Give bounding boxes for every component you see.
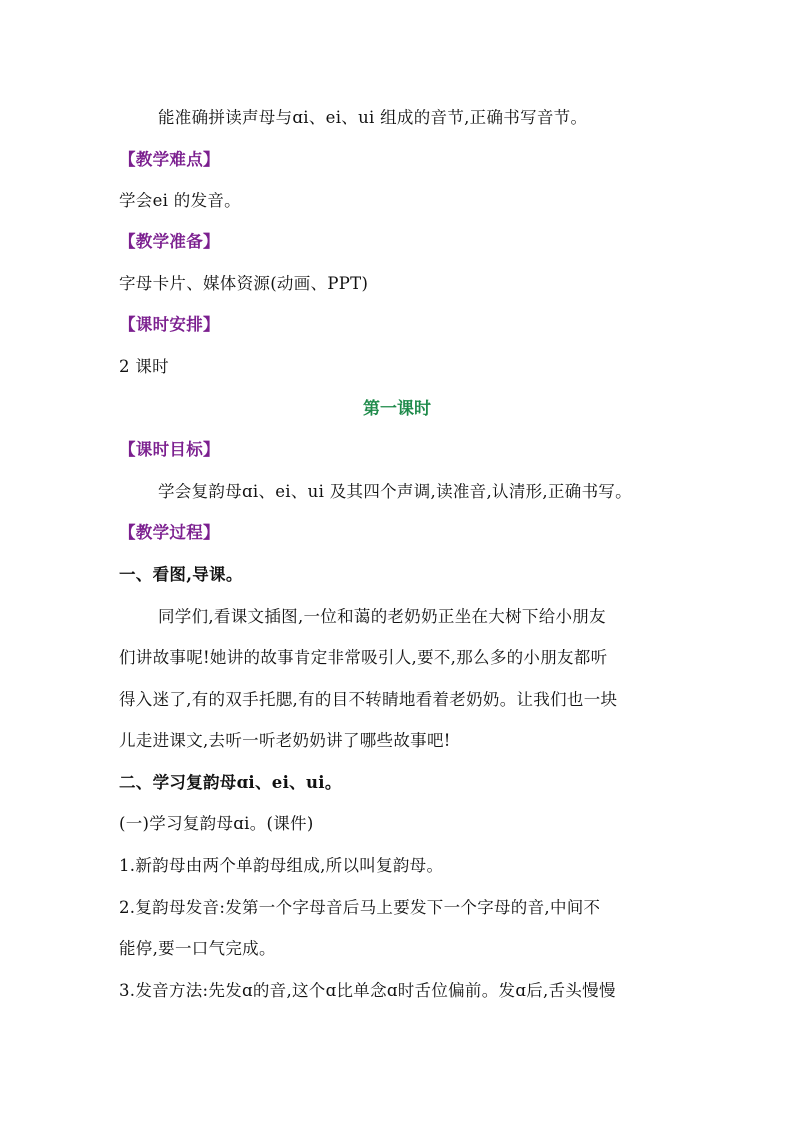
heading-process: 【教学过程】 [119,523,220,542]
section-title: 第一课时 [363,399,431,419]
paragraph-line: (一)学习复韵母ɑi。(课件) [119,814,314,833]
paragraph-line: 能准确拼读声母与ɑi、ei、ui 组成的音节,正确书写音节。 [158,108,588,127]
list-item-continuation: 能停,要一口气完成。 [119,939,276,958]
paragraph-line: 儿走进课文,去听一听老奶奶讲了哪些故事吧! [119,731,451,750]
heading-goal: 【课时目标】 [119,440,220,459]
step-title: 一、看图,导课。 [119,565,243,584]
step-title: 二、学习复韵母ɑi、ei、ui。 [119,773,342,792]
heading-difficulty: 【教学难点】 [119,150,220,169]
paragraph-line: 2 课时 [119,357,169,376]
list-item: 2.复韵母发音:发第一个字母音后马上要发下一个字母的音,中间不 [119,898,601,917]
paragraph-line: 字母卡片、媒体资源(动画、PPT) [119,274,369,293]
list-item: 3.发音方法:先发ɑ的音,这个ɑ比单念ɑ时舌位偏前。发ɑ后,舌头慢慢 [119,981,616,1000]
heading-preparation: 【教学准备】 [119,232,220,251]
heading-schedule: 【课时安排】 [119,315,220,334]
paragraph-line: 们讲故事呢!她讲的故事肯定非常吸引人,要不,那么多的小朋友都听 [119,648,608,667]
paragraph-line: 学会ei 的发音。 [119,191,241,210]
paragraph-line: 同学们,看课文插图,一位和蔼的老奶奶正坐在大树下给小朋友 [158,607,606,626]
paragraph-line: 学会复韵母ɑi、ei、ui 及其四个声调,读准音,认清形,正确书写。 [158,482,632,501]
paragraph-line: 得入迷了,有的双手托腮,有的目不转睛地看着老奶奶。让我们也一块 [119,690,618,709]
list-item: 1.新韵母由两个单韵母组成,所以叫复韵母。 [119,856,444,875]
